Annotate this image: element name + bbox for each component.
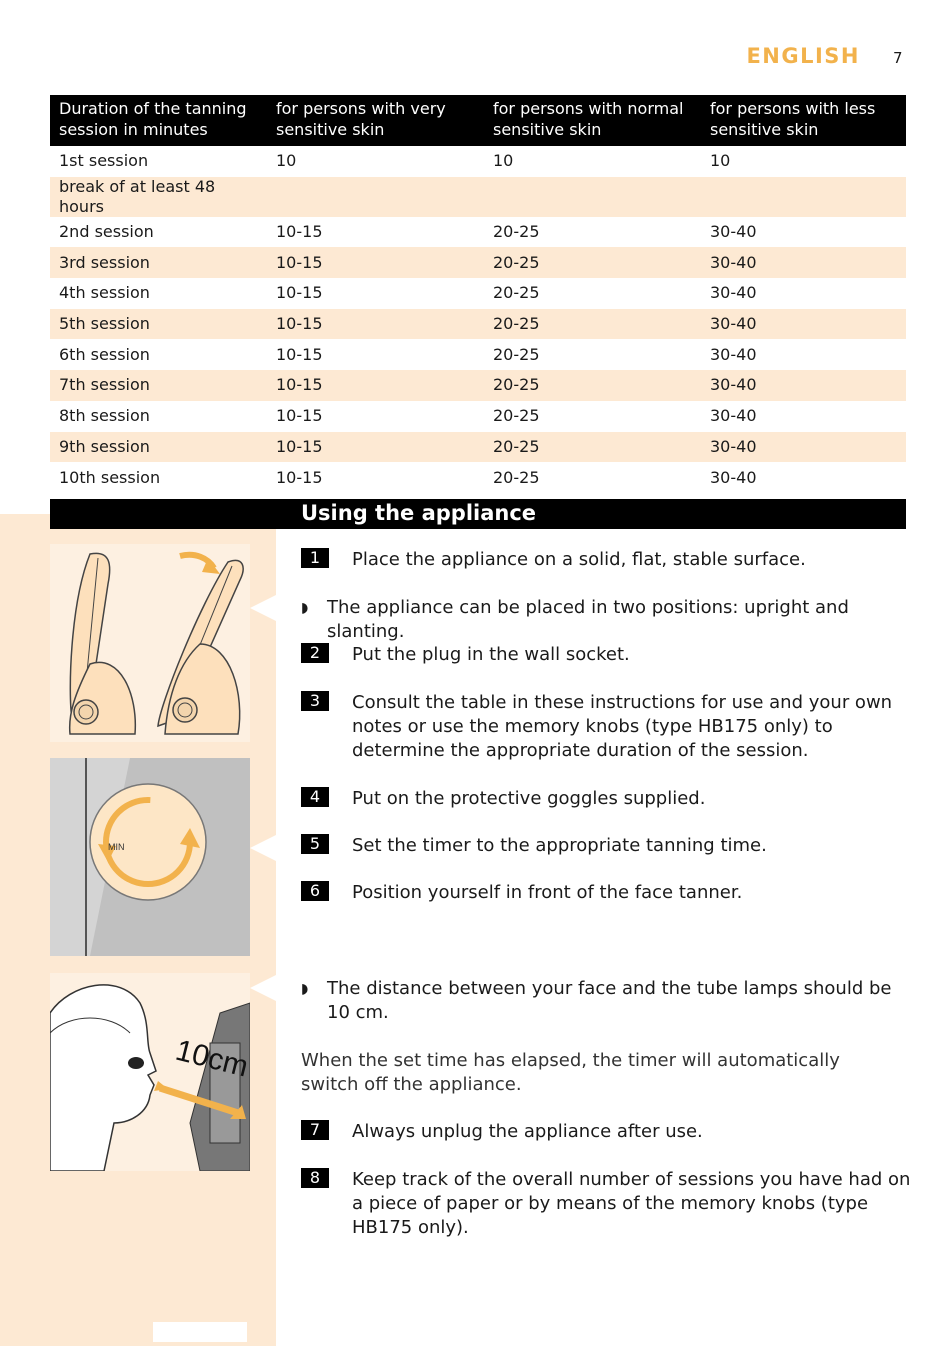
step-text: Keep track of the overall number of sessions you have had on a piece of paper or by means of the memory knobs (type HB175 only). bbox=[352, 1169, 911, 1238]
table-row bbox=[50, 278, 906, 309]
step-text: Position yourself in front of the face tanner. bbox=[352, 882, 743, 903]
table-cell: 20-25 bbox=[484, 370, 701, 401]
table-cell: 20-25 bbox=[484, 432, 701, 463]
section-title: Using the appliance bbox=[301, 501, 537, 525]
table-cell: 30-40 bbox=[701, 247, 906, 278]
bullet-note-distance bbox=[301, 977, 911, 1025]
illustration-pointer bbox=[250, 835, 276, 861]
table-cell: 7th session bbox=[50, 370, 267, 401]
step-8 bbox=[301, 1168, 911, 1240]
step-number: 8 bbox=[301, 1168, 329, 1188]
tanning-schedule-table bbox=[50, 95, 906, 493]
table-cell: 30-40 bbox=[710, 283, 757, 303]
step-text: Set the timer to the appropriate tanning time. bbox=[352, 835, 767, 856]
table-cell: 30-40 bbox=[701, 370, 906, 401]
step-number: 5 bbox=[301, 834, 329, 854]
table-cell: 4th session bbox=[59, 283, 150, 303]
appliance-positions-illustration bbox=[50, 544, 250, 742]
table-cell: 30-40 bbox=[701, 432, 906, 463]
table-cell: break of at least 48 hours bbox=[50, 177, 267, 217]
table-cell: 10 bbox=[710, 151, 731, 171]
bullet-icon: ◗ bbox=[301, 981, 309, 997]
table-cell: 3rd session bbox=[50, 247, 267, 278]
step-7 bbox=[301, 1120, 911, 1144]
dial-min-label: MIN bbox=[108, 842, 125, 852]
table-cell: 30-40 bbox=[710, 222, 757, 242]
table-header-cell: for persons with less sensitive skin bbox=[701, 95, 906, 146]
step-3 bbox=[301, 691, 911, 763]
table-row bbox=[50, 432, 906, 463]
table-cell: 20-25 bbox=[493, 467, 540, 487]
table-cell: 10-15 bbox=[276, 283, 323, 303]
step-5 bbox=[301, 834, 911, 858]
table-header-cell: Duration of the tanning session in minutes bbox=[50, 95, 267, 146]
table-cell: 20-25 bbox=[484, 247, 701, 278]
table-cell: 10-15 bbox=[267, 370, 484, 401]
table-row bbox=[50, 339, 906, 370]
table-cell: 10-15 bbox=[267, 247, 484, 278]
table-header-cell: for persons with very sensitive skin bbox=[267, 95, 484, 146]
table-cell: 10th session bbox=[59, 467, 161, 487]
table-cell bbox=[701, 177, 906, 217]
table-cell bbox=[267, 177, 484, 217]
step-6 bbox=[301, 881, 911, 905]
step-number: 4 bbox=[301, 787, 329, 807]
face-distance-drawing bbox=[50, 973, 250, 1171]
sidebar-blank bbox=[153, 1322, 247, 1342]
step-text: Put the plug in the wall socket. bbox=[352, 644, 630, 665]
table-cell: 6th session bbox=[59, 344, 150, 364]
table-cell: 10-15 bbox=[276, 344, 323, 364]
table-cell: 30-40 bbox=[710, 344, 757, 364]
distance-label: 10cm bbox=[172, 1033, 250, 1084]
bullet-note-positions bbox=[301, 596, 911, 644]
table-cell: 10-15 bbox=[267, 432, 484, 463]
table-cell: 10-15 bbox=[276, 467, 323, 487]
bullet-icon: ◗ bbox=[301, 600, 309, 616]
table-cell: 2nd session bbox=[59, 222, 154, 242]
table-cell: 20-25 bbox=[493, 283, 540, 303]
timer-note-paragraph: When the set time has elapsed, the timer will automatically switch off the appliance. bbox=[301, 1050, 840, 1095]
table-row bbox=[50, 370, 906, 401]
face-distance-illustration bbox=[50, 973, 250, 1171]
step-4 bbox=[301, 787, 911, 811]
table-row bbox=[50, 401, 906, 432]
language-header: ENGLISH bbox=[746, 44, 860, 68]
step-number: 7 bbox=[301, 1120, 329, 1140]
table-row bbox=[50, 462, 906, 493]
table-row bbox=[50, 217, 906, 248]
illustration-pointer bbox=[250, 595, 276, 621]
table-cell: 9th session bbox=[50, 432, 267, 463]
table-cell: 20-25 bbox=[493, 344, 540, 364]
table-cell: 20-25 bbox=[493, 406, 540, 426]
bullet-text: The distance between your face and the tube lamps should be 10 cm. bbox=[327, 978, 892, 1023]
table-cell: 20-25 bbox=[493, 222, 540, 242]
illustration-pointer bbox=[250, 975, 276, 1001]
timer-dial-drawing bbox=[50, 758, 250, 956]
table-cell bbox=[484, 177, 701, 217]
step-text: Place the appliance on a solid, flat, stable surface. bbox=[352, 549, 806, 570]
table-cell: 30-40 bbox=[710, 467, 757, 487]
table-cell: 20-25 bbox=[484, 309, 701, 340]
table-cell: 5th session bbox=[50, 309, 267, 340]
table-row bbox=[50, 309, 906, 340]
step-number: 6 bbox=[301, 881, 329, 901]
step-number: 2 bbox=[301, 643, 329, 663]
table-row bbox=[50, 177, 906, 217]
step-text: Always unplug the appliance after use. bbox=[352, 1121, 703, 1142]
page-number: 7 bbox=[893, 49, 903, 67]
table-cell: 8th session bbox=[59, 406, 150, 426]
step-number: 3 bbox=[301, 691, 329, 711]
table-cell: 10 bbox=[493, 151, 514, 171]
table-row bbox=[50, 247, 906, 278]
table-header-row bbox=[50, 95, 906, 146]
table-cell: 10 bbox=[276, 151, 297, 171]
bullet-text: The appliance can be placed in two positions: upright and slanting. bbox=[327, 597, 849, 642]
table-cell: 30-40 bbox=[701, 309, 906, 340]
table-cell: 10-15 bbox=[276, 222, 323, 242]
table-cell: 1st session bbox=[59, 151, 149, 171]
step-text: Put on the protective goggles supplied. bbox=[352, 788, 706, 809]
table-cell: 10-15 bbox=[267, 309, 484, 340]
appliance-positions-drawing bbox=[50, 544, 250, 742]
step-2 bbox=[301, 643, 911, 667]
table-cell: 10-15 bbox=[276, 406, 323, 426]
step-number: 1 bbox=[301, 548, 329, 568]
table-row bbox=[50, 146, 906, 177]
table-header-cell: for persons with normal sensitive skin bbox=[484, 95, 701, 146]
timer-dial-illustration bbox=[50, 758, 250, 956]
step-1 bbox=[301, 548, 911, 572]
step-text: Consult the table in these instructions for use and your own notes or use the memory knobs (type HB175 only) to determine the appropriate duration of the session. bbox=[352, 692, 893, 761]
table-cell: 30-40 bbox=[710, 406, 757, 426]
